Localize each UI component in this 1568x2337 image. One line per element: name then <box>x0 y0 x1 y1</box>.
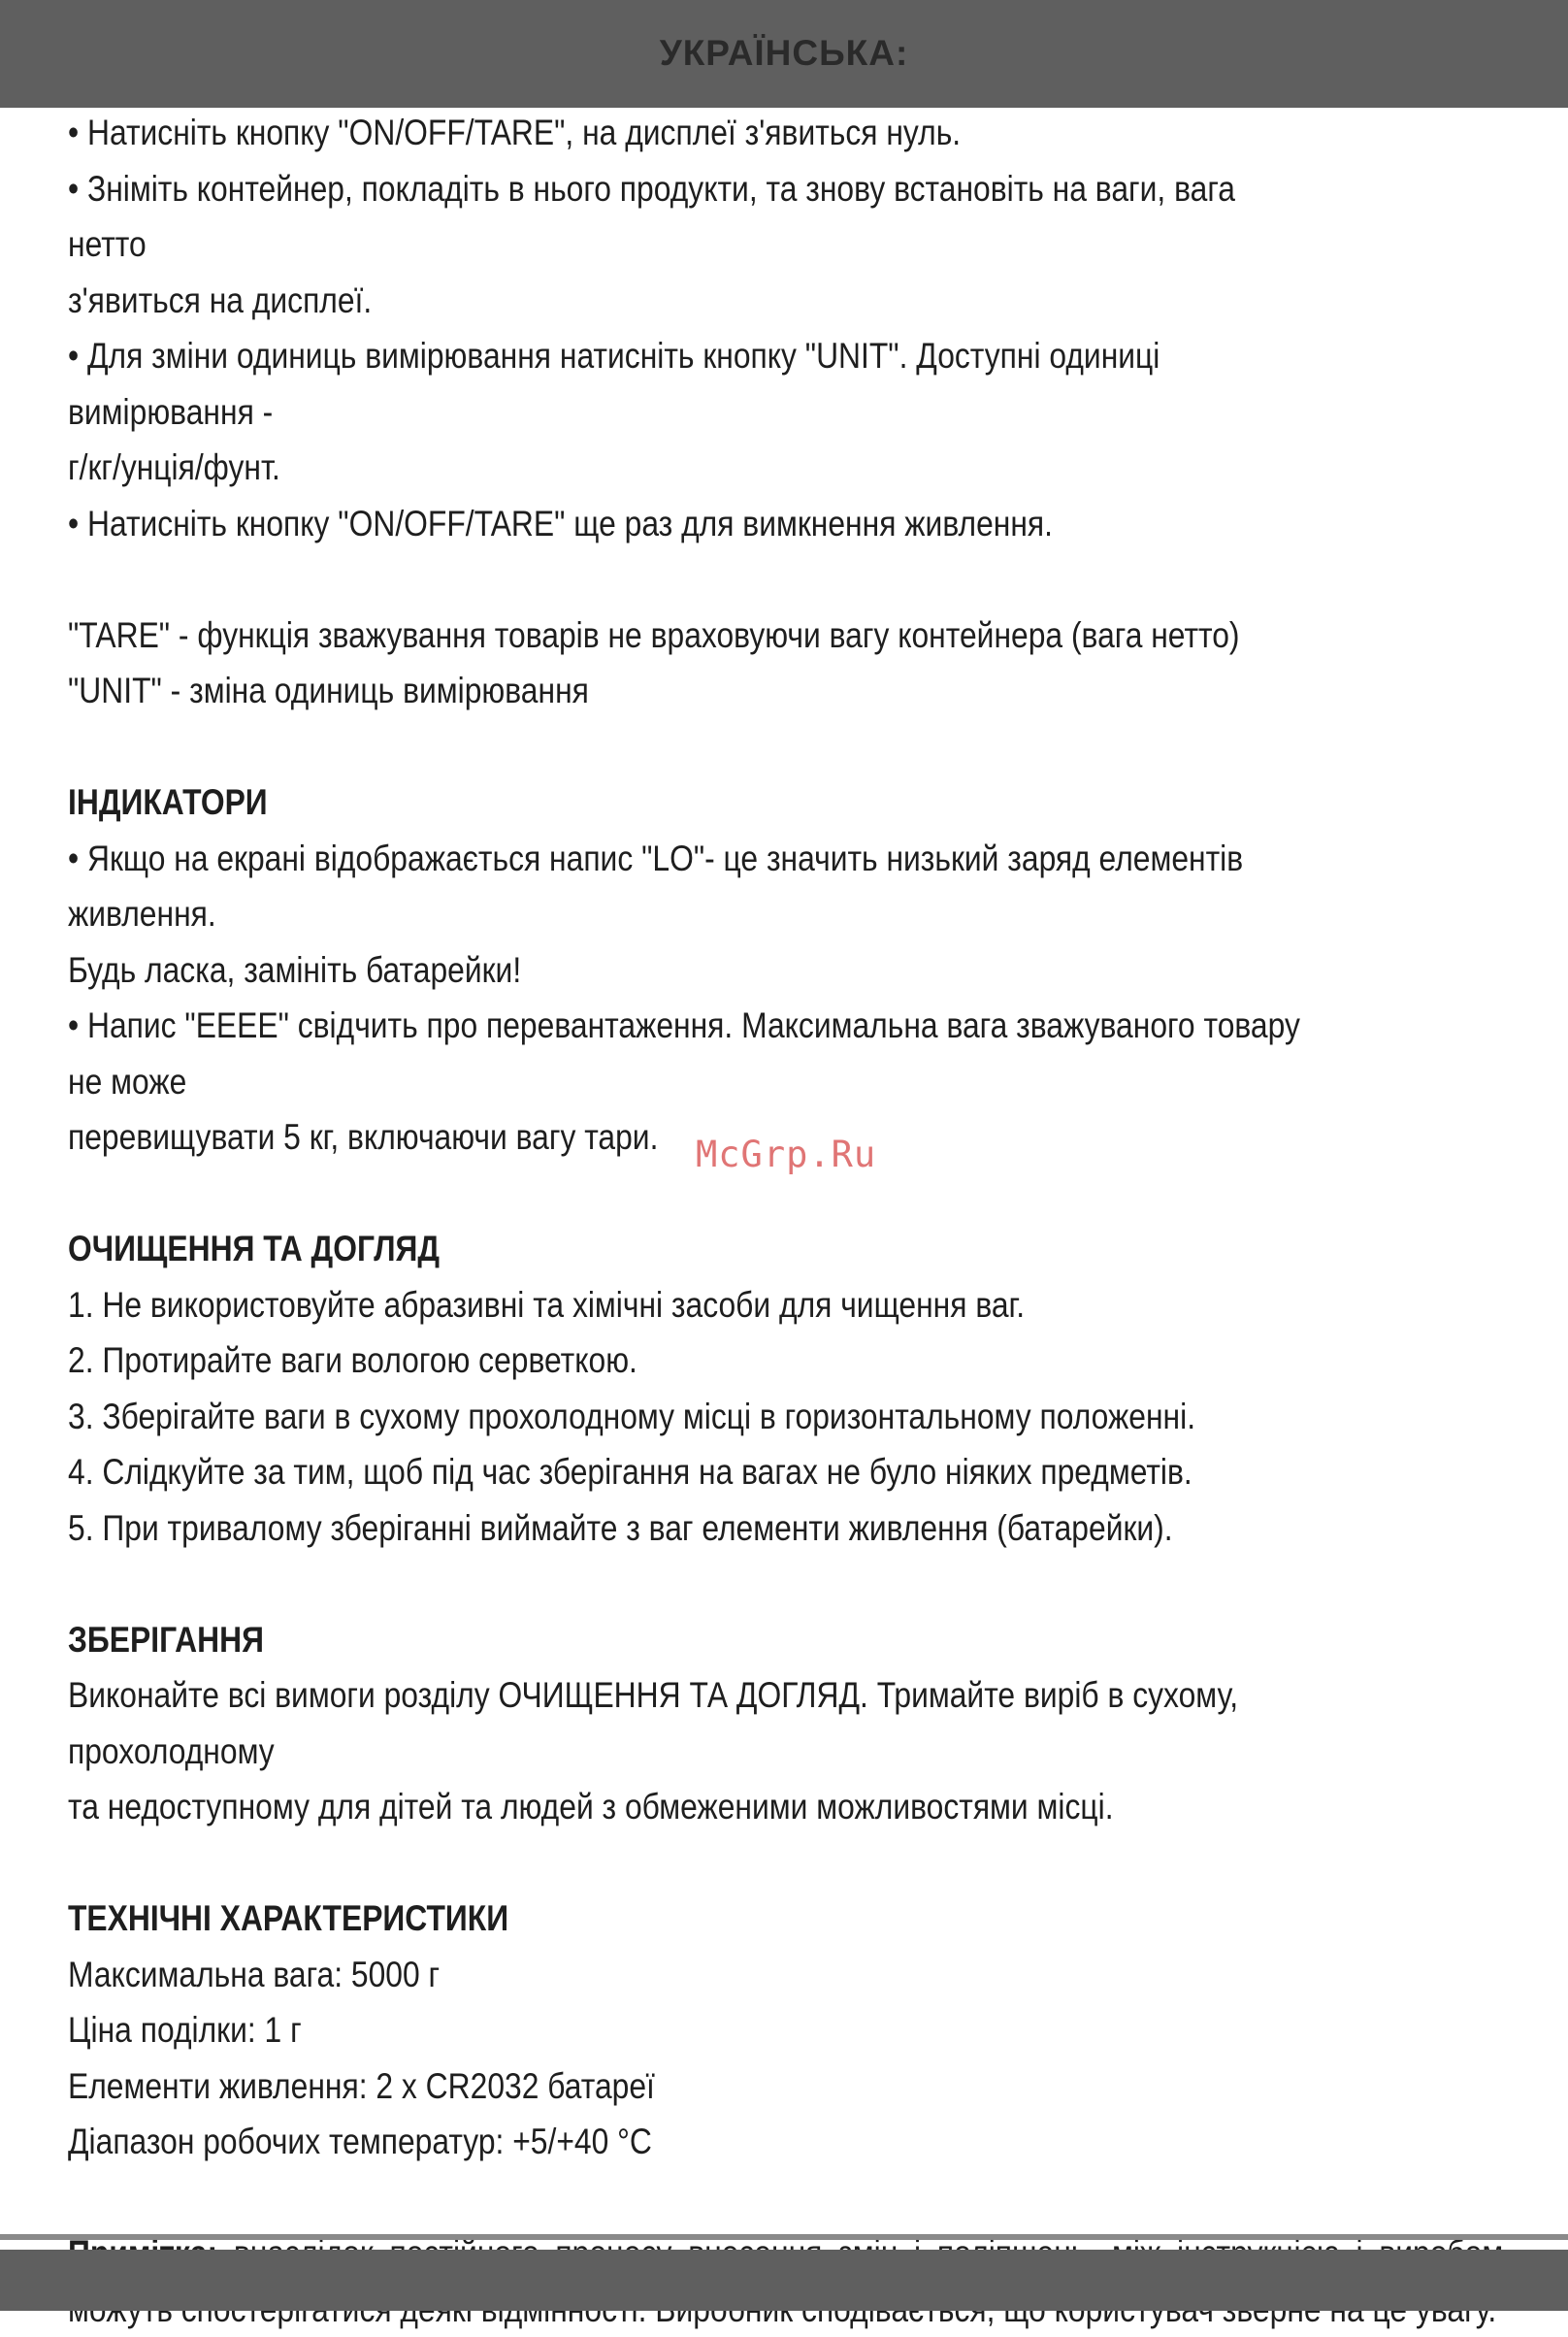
spec-line: Елементи живлення: 2 x CR2032 батареї <box>68 2065 655 2106</box>
cleaning-line: 1. Не використовуйте абразивні та хімічні засоби для чищення ваг. <box>68 1284 1026 1325</box>
indicators-line: • Напис "ЕЕЕЕ" свідчить про перевантаження. Максимальна вага зважуваного товару не може <box>68 1005 1300 1102</box>
indicators-line: • Якщо на екрані відображається напис "LO"- це значить низький заряд елементів живлення. <box>68 838 1244 934</box>
instruction-line: • Зніміть контейнер, покладіть в нього продукти, та знову встановіть на ваги, вага нетто <box>68 168 1235 264</box>
specs-heading: ТЕХНІЧНІ ХАРАКТЕРИСТИКИ <box>68 1898 509 1938</box>
cleaning-line: 2. Протирайте ваги вологою серветкою. <box>68 1340 637 1380</box>
spec-line: Максимальна вага: 5000 г <box>68 1954 441 1994</box>
watermark: McGrp.Ru <box>696 1134 877 1175</box>
cleaning-line: 4. Слідкуйте за тим, щоб під час зберігання на вагах не було ніяких предметів. <box>68 1452 1192 1492</box>
manual-content <box>68 105 1303 2337</box>
page-title: УКРАЇНСЬКА: <box>659 33 909 73</box>
spec-line: Ціна поділки: 1 г <box>68 2010 302 2050</box>
storage-line: Виконайте всі вимоги розділу ОЧИЩЕННЯ ТА ДОГЛЯД. Тримайте виріб в сухому, прохолодному <box>68 1675 1239 1771</box>
storage-heading: ЗБЕРІГАННЯ <box>68 1619 264 1660</box>
indicators-line: Будь ласка, замініть батарейки! <box>68 949 522 990</box>
definition-line: "TARE" - функція зважування товарів не враховуючи вагу контейнера (вага нетто) <box>68 614 1240 655</box>
cleaning-heading: ОЧИЩЕННЯ ТА ДОГЛЯД <box>68 1229 441 1268</box>
instruction-line: г/кг/унція/фунт. <box>68 447 280 487</box>
instruction-line: з'явиться на дисплеї. <box>68 280 373 320</box>
footer-bar <box>0 2250 1568 2311</box>
indicators-heading: ІНДИКАТОРИ <box>68 782 268 822</box>
cleaning-line: 3. Зберігайте ваги в сухому прохолодному місці в горизонтальному положенні. <box>68 1396 1196 1436</box>
storage-line: та недоступному для дітей та людей з обмеженими можливостями місці. <box>68 1787 1114 1827</box>
definition-line: "UNIT" - зміна одиниць вимірювання <box>68 671 589 710</box>
spec-line: Діапазон робочих температур: +5/+40 °C <box>68 2122 652 2161</box>
instruction-line: • Натисніть кнопку "ON/OFF/TARE" ще раз для вимкнення живлення. <box>68 503 1053 543</box>
indicators-line: перевищувати 5 кг, включаючи вагу тари. <box>68 1117 659 1157</box>
instruction-line: • Натисніть кнопку "ON/OFF/TARE", на дисплеї з'явиться нуль. <box>68 113 962 152</box>
instruction-line: • Для зміни одиниць вимірювання натисніть кнопку "UNIT". Доступні одиниці вимірювання - <box>68 336 1160 432</box>
footer-divider <box>0 2234 1568 2240</box>
cleaning-line: 5. При тривалому зберіганні виймайте з ваг елементи живлення (батарейки). <box>68 1507 1173 1548</box>
